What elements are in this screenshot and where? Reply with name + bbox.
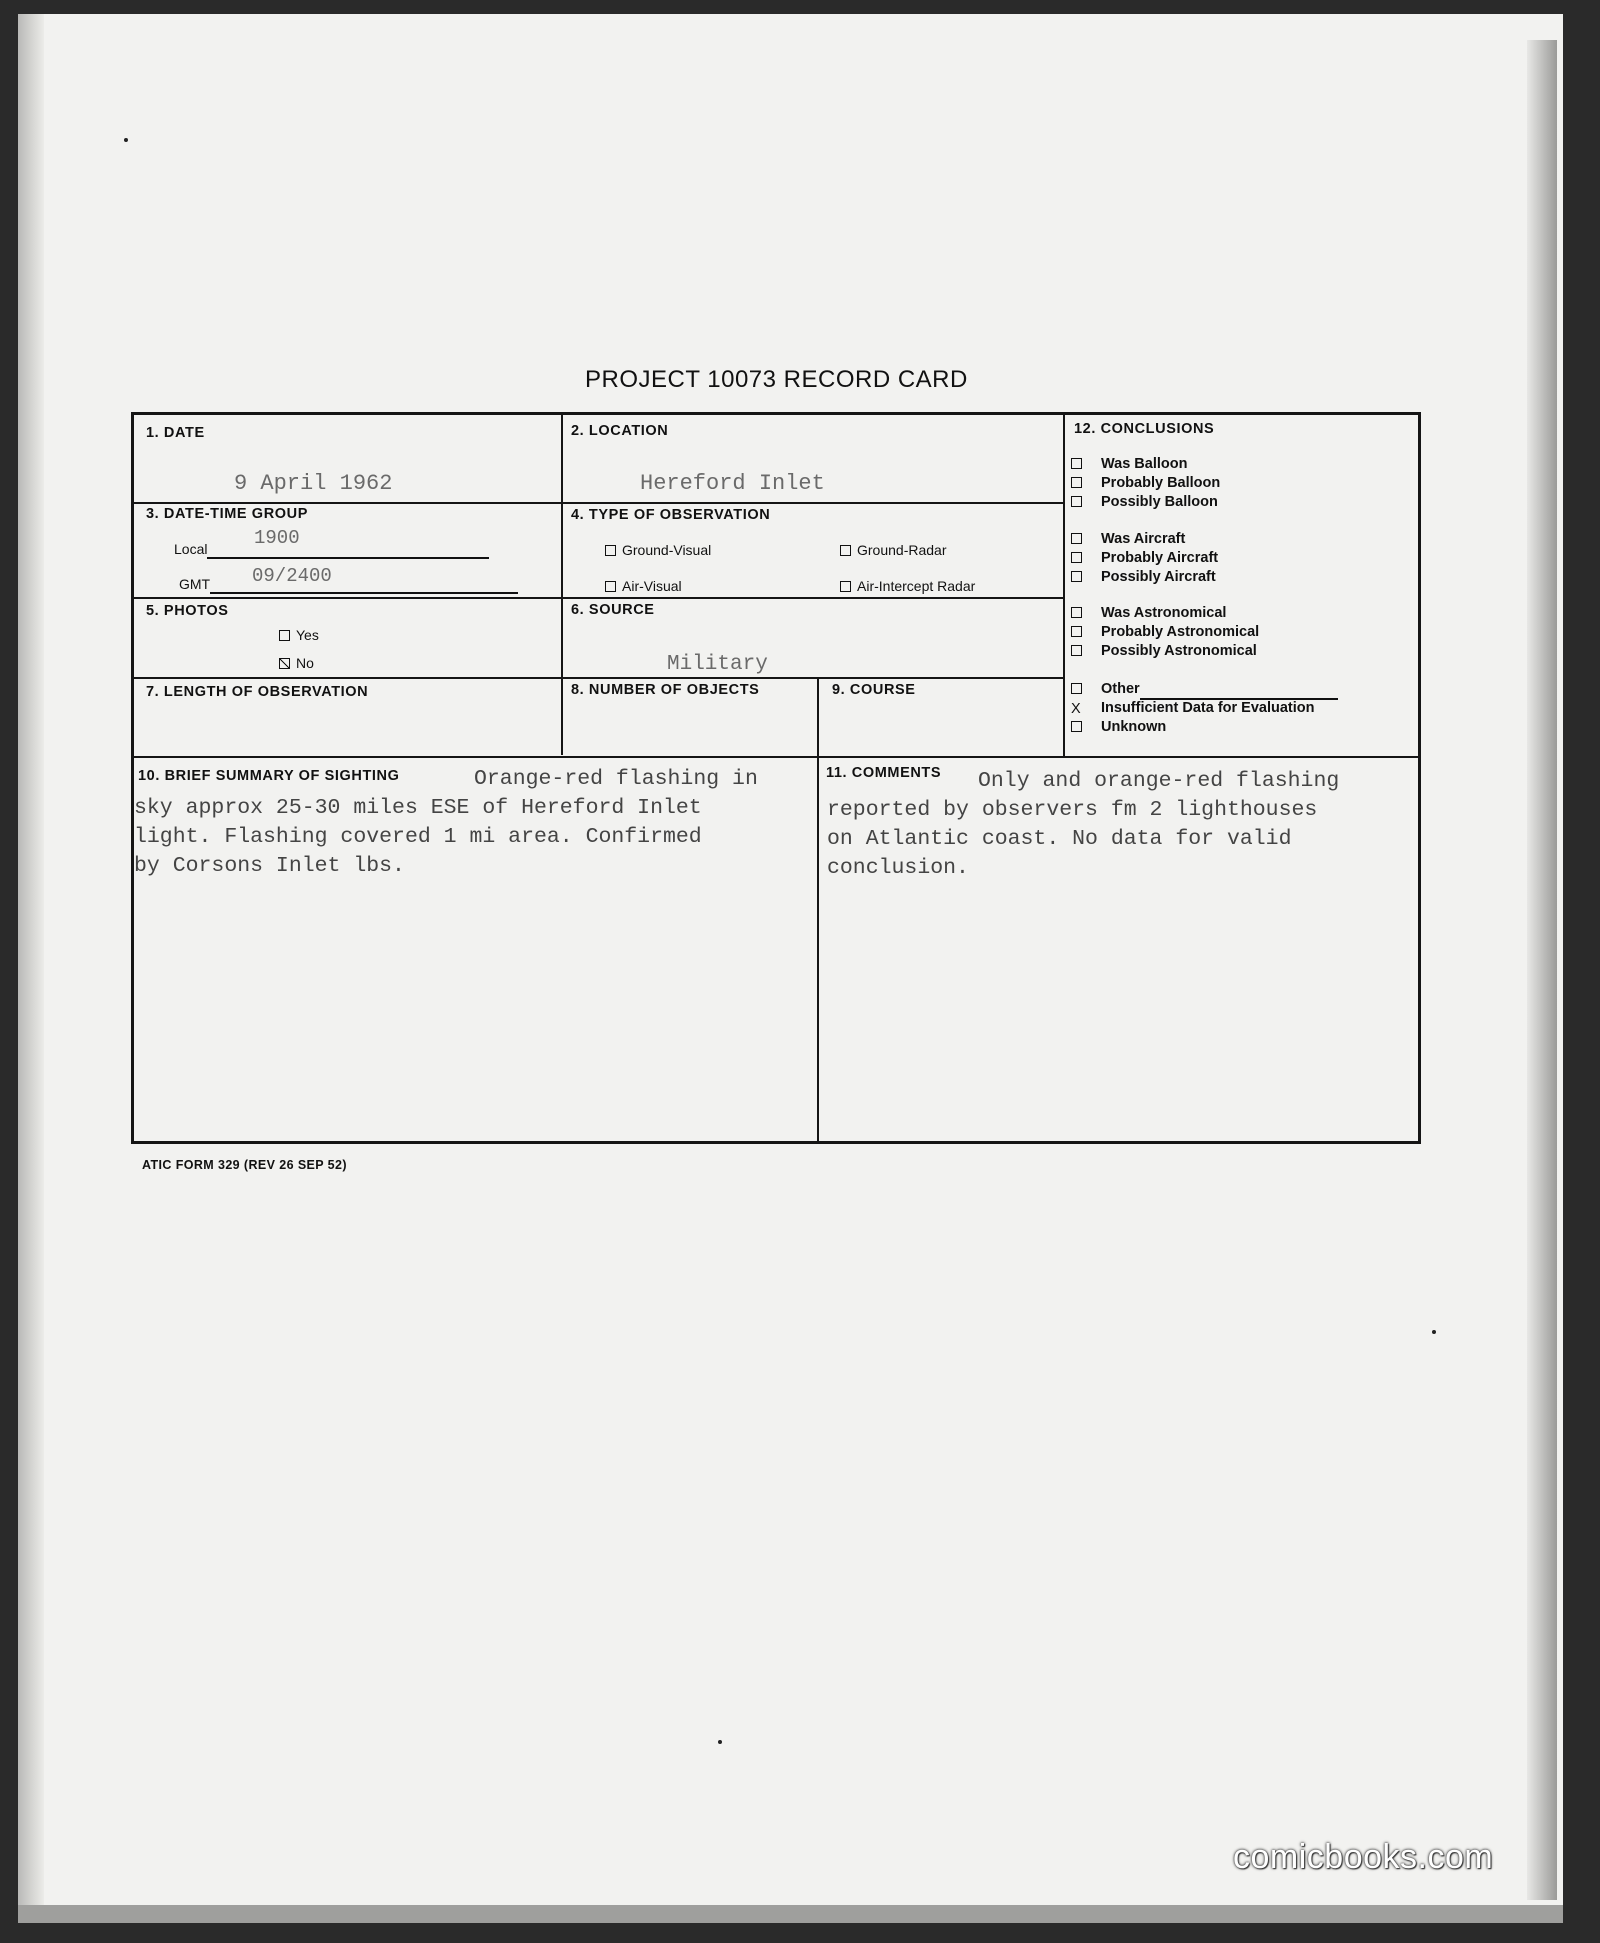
conclusion-probably-astronomical: Probably Astronomical bbox=[1071, 623, 1259, 641]
conclusions-label: 12. CONCLUSIONS bbox=[1074, 421, 1215, 437]
course-label: 9. COURSE bbox=[832, 682, 916, 698]
option-air-intercept-radar: Air-Intercept Radar bbox=[840, 578, 975, 594]
source-value: Military bbox=[667, 653, 768, 676]
date-label: 1. DATE bbox=[146, 425, 205, 441]
scan-edge-left bbox=[18, 14, 44, 1914]
conclusion-possibly-astronomical: Possibly Astronomical bbox=[1071, 642, 1257, 660]
location-value: Hereford Inlet bbox=[640, 471, 825, 496]
checkbox-icon bbox=[1071, 552, 1082, 563]
form-id: ATIC FORM 329 (REV 26 SEP 52) bbox=[142, 1158, 347, 1172]
divider-h3 bbox=[134, 677, 1063, 679]
observation-type-label: 4. TYPE OF OBSERVATION bbox=[571, 507, 771, 523]
summary-line-3: light. Flashing covered 1 mi area. Confirmed bbox=[134, 825, 702, 849]
scan-edge-right bbox=[1527, 40, 1557, 1900]
conclusion-was-astronomical: Was Astronomical bbox=[1071, 604, 1226, 622]
location-label: 2. LOCATION bbox=[571, 423, 669, 439]
checkbox-icon bbox=[1071, 683, 1082, 694]
objects-label: 8. NUMBER OF OBJECTS bbox=[571, 682, 760, 698]
checked-mark-icon: X bbox=[1071, 701, 1081, 717]
comments-line-1: Only and orange-red flashing bbox=[978, 769, 1340, 793]
conclusion-unknown: Unknown bbox=[1071, 718, 1166, 736]
scan-edge-bottom bbox=[18, 1905, 1563, 1923]
gmt-value: 09/2400 bbox=[252, 565, 332, 587]
checked-box-icon bbox=[279, 658, 290, 669]
divider-h1 bbox=[134, 502, 1063, 504]
conclusion-probably-balloon: Probably Balloon bbox=[1071, 474, 1220, 492]
option-ground-radar: Ground-Radar bbox=[840, 542, 947, 558]
card-title: PROJECT 10073 RECORD CARD bbox=[585, 366, 968, 393]
date-value: 9 April 1962 bbox=[234, 471, 393, 496]
dtg-label: 3. DATE-TIME GROUP bbox=[146, 506, 308, 522]
conclusion-insufficient-data: X Insufficient Data for Evaluation bbox=[1071, 700, 1315, 717]
checkbox-icon bbox=[1071, 496, 1082, 507]
local-value: 1900 bbox=[254, 527, 300, 549]
source-label: 6. SOURCE bbox=[571, 602, 655, 618]
scan-speck bbox=[1432, 1330, 1436, 1334]
checkbox-icon bbox=[1071, 477, 1082, 488]
checkbox-icon bbox=[1071, 645, 1082, 656]
checkbox-icon bbox=[1071, 458, 1082, 469]
record-card bbox=[131, 412, 1421, 1144]
summary-line-2: sky approx 25-30 miles ESE of Hereford Inlet bbox=[134, 796, 702, 820]
local-label: Local bbox=[174, 541, 489, 559]
comments-line-2: reported by observers fm 2 lighthouses bbox=[827, 798, 1318, 822]
divider-h4 bbox=[134, 756, 1421, 758]
checkbox-icon bbox=[605, 545, 616, 556]
comments-line-4: conclusion. bbox=[827, 856, 969, 880]
gmt-label: GMT bbox=[179, 576, 518, 594]
checkbox-icon bbox=[840, 545, 851, 556]
checkbox-icon bbox=[1071, 721, 1082, 732]
summary-line-1: Orange-red flashing in bbox=[474, 767, 758, 791]
divider-v1 bbox=[561, 415, 563, 755]
photos-label: 5. PHOTOS bbox=[146, 603, 229, 619]
option-ground-visual: Ground-Visual bbox=[605, 542, 711, 558]
divider-v-course-comments bbox=[817, 677, 819, 1144]
checkbox-icon bbox=[279, 630, 290, 641]
checkbox-icon bbox=[1071, 571, 1082, 582]
conclusion-was-aircraft: Was Aircraft bbox=[1071, 530, 1185, 548]
checkbox-icon bbox=[605, 581, 616, 592]
checkbox-icon bbox=[840, 581, 851, 592]
photos-yes: Yes bbox=[279, 627, 319, 643]
conclusion-possibly-balloon: Possibly Balloon bbox=[1071, 493, 1218, 511]
conclusion-possibly-aircraft: Possibly Aircraft bbox=[1071, 568, 1216, 586]
comments-line-3: on Atlantic coast. No data for valid bbox=[827, 827, 1292, 851]
option-air-visual: Air-Visual bbox=[605, 578, 682, 594]
conclusion-was-balloon: Was Balloon bbox=[1071, 455, 1187, 473]
divider-h2 bbox=[134, 597, 1063, 599]
divider-v-conclusions bbox=[1063, 415, 1065, 758]
summary-line-4: by Corsons Inlet lbs. bbox=[134, 854, 405, 878]
photos-no: No bbox=[279, 655, 314, 671]
scan-speck bbox=[124, 138, 128, 142]
checkbox-icon bbox=[1071, 607, 1082, 618]
length-label: 7. LENGTH OF OBSERVATION bbox=[146, 684, 369, 700]
summary-label: 10. BRIEF SUMMARY OF SIGHTING bbox=[138, 768, 400, 784]
scan-speck bbox=[718, 1740, 722, 1744]
checkbox-icon bbox=[1071, 533, 1082, 544]
comments-label: 11. COMMENTS bbox=[826, 765, 942, 781]
conclusion-other: Other bbox=[1071, 680, 1338, 700]
conclusion-probably-aircraft: Probably Aircraft bbox=[1071, 549, 1218, 567]
watermark: comicbooks.com bbox=[1233, 1838, 1494, 1876]
checkbox-icon bbox=[1071, 626, 1082, 637]
